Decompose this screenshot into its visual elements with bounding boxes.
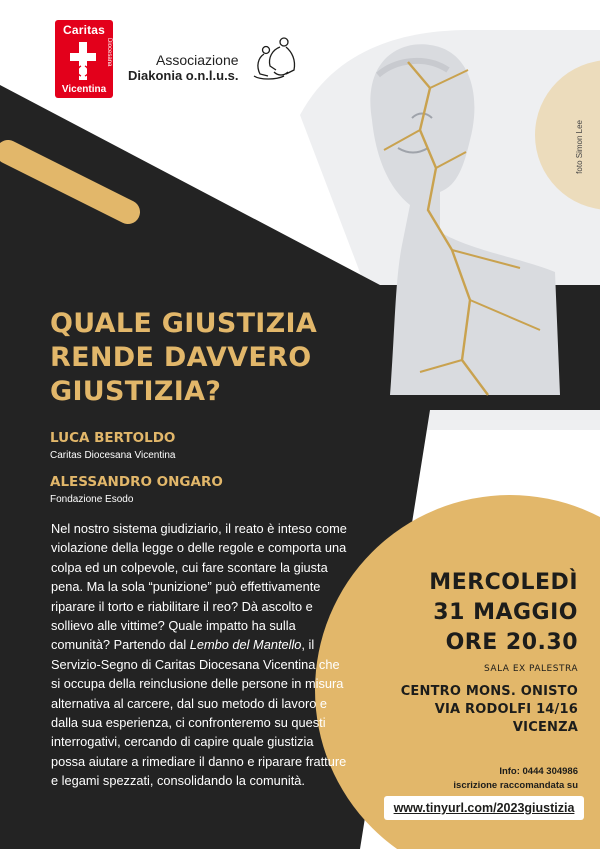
event-venue: CENTRO MONS. ONISTO [400, 684, 578, 699]
event-city: VICENZA [512, 720, 578, 735]
speaker-2-name: ALESSANDRO ONGARO [50, 474, 223, 490]
event-address: VIA RODOLFI 14/16 [434, 702, 578, 717]
description-part-1: Nel nostro sistema giudiziario, il reato è inteso come violazione della legge o delle regole e comporta una colpa ed un colpevole, cui fare scontare la giusta pena. Ma la sola “punizione” può effettivamente riparare il torto e riabilitare il reo? Dà ascolto e sollievo alle vittime? Quale impatto ha sulla comunità? Partendo dal [51, 521, 347, 653]
cross-icon [68, 40, 98, 82]
title-line-2: RENDE DAVVERO [50, 342, 312, 373]
event-day: MERCOLEDÌ [429, 570, 578, 595]
description-italic: Lembo del Mantello [189, 637, 302, 653]
caritas-logo-side: Diocesana [106, 38, 112, 67]
event-date: 31 MAGGIO [433, 600, 578, 625]
diakonia-logo [128, 52, 239, 83]
title-line-1: QUALE GIUSTIZIA [50, 308, 318, 339]
caritas-logo [55, 20, 113, 98]
association-label: Associazione [156, 52, 239, 68]
foot-washing-icon [246, 34, 308, 82]
association-name: Diakonia o.n.l.u.s. [128, 68, 239, 83]
photo-credit: foto Simon Lee [575, 120, 584, 174]
description-text [51, 519, 351, 791]
event-time: ORE 20.30 [445, 630, 578, 655]
speaker-1-name: LUCA BERTOLDO [50, 430, 176, 446]
registration-note: iscrizione raccomandata su [453, 780, 578, 791]
info-phone: Info: 0444 304986 [499, 766, 578, 777]
title-line-3: GIUSTIZIA? [50, 376, 222, 407]
speaker-1-org: Caritas Diocesana Vicentina [50, 450, 176, 461]
caritas-logo-bottom: Vicentina [61, 84, 107, 95]
description-part-2: , il Servizio-Segno di Caritas Diocesana Vicentina che si occupa della reinclusione delle persone in misura alternativa al carcere, dal suo metodo di lavoro e dalla sua esperienza, ci confronteremo su questi interrogativi, cercando di capire quale giustizia possa aiutare a rimediare il danno e riparare fratture e legami spezzati, consolidando la comunità. [51, 637, 347, 789]
event-room: SALA EX PALESTRA [484, 664, 578, 674]
event-title [50, 307, 317, 409]
speaker-2-org: Fondazione Esodo [50, 494, 134, 505]
registration-link[interactable]: www.tinyurl.com/2023giustizia [393, 801, 575, 815]
caritas-logo-top: Caritas [62, 23, 106, 37]
